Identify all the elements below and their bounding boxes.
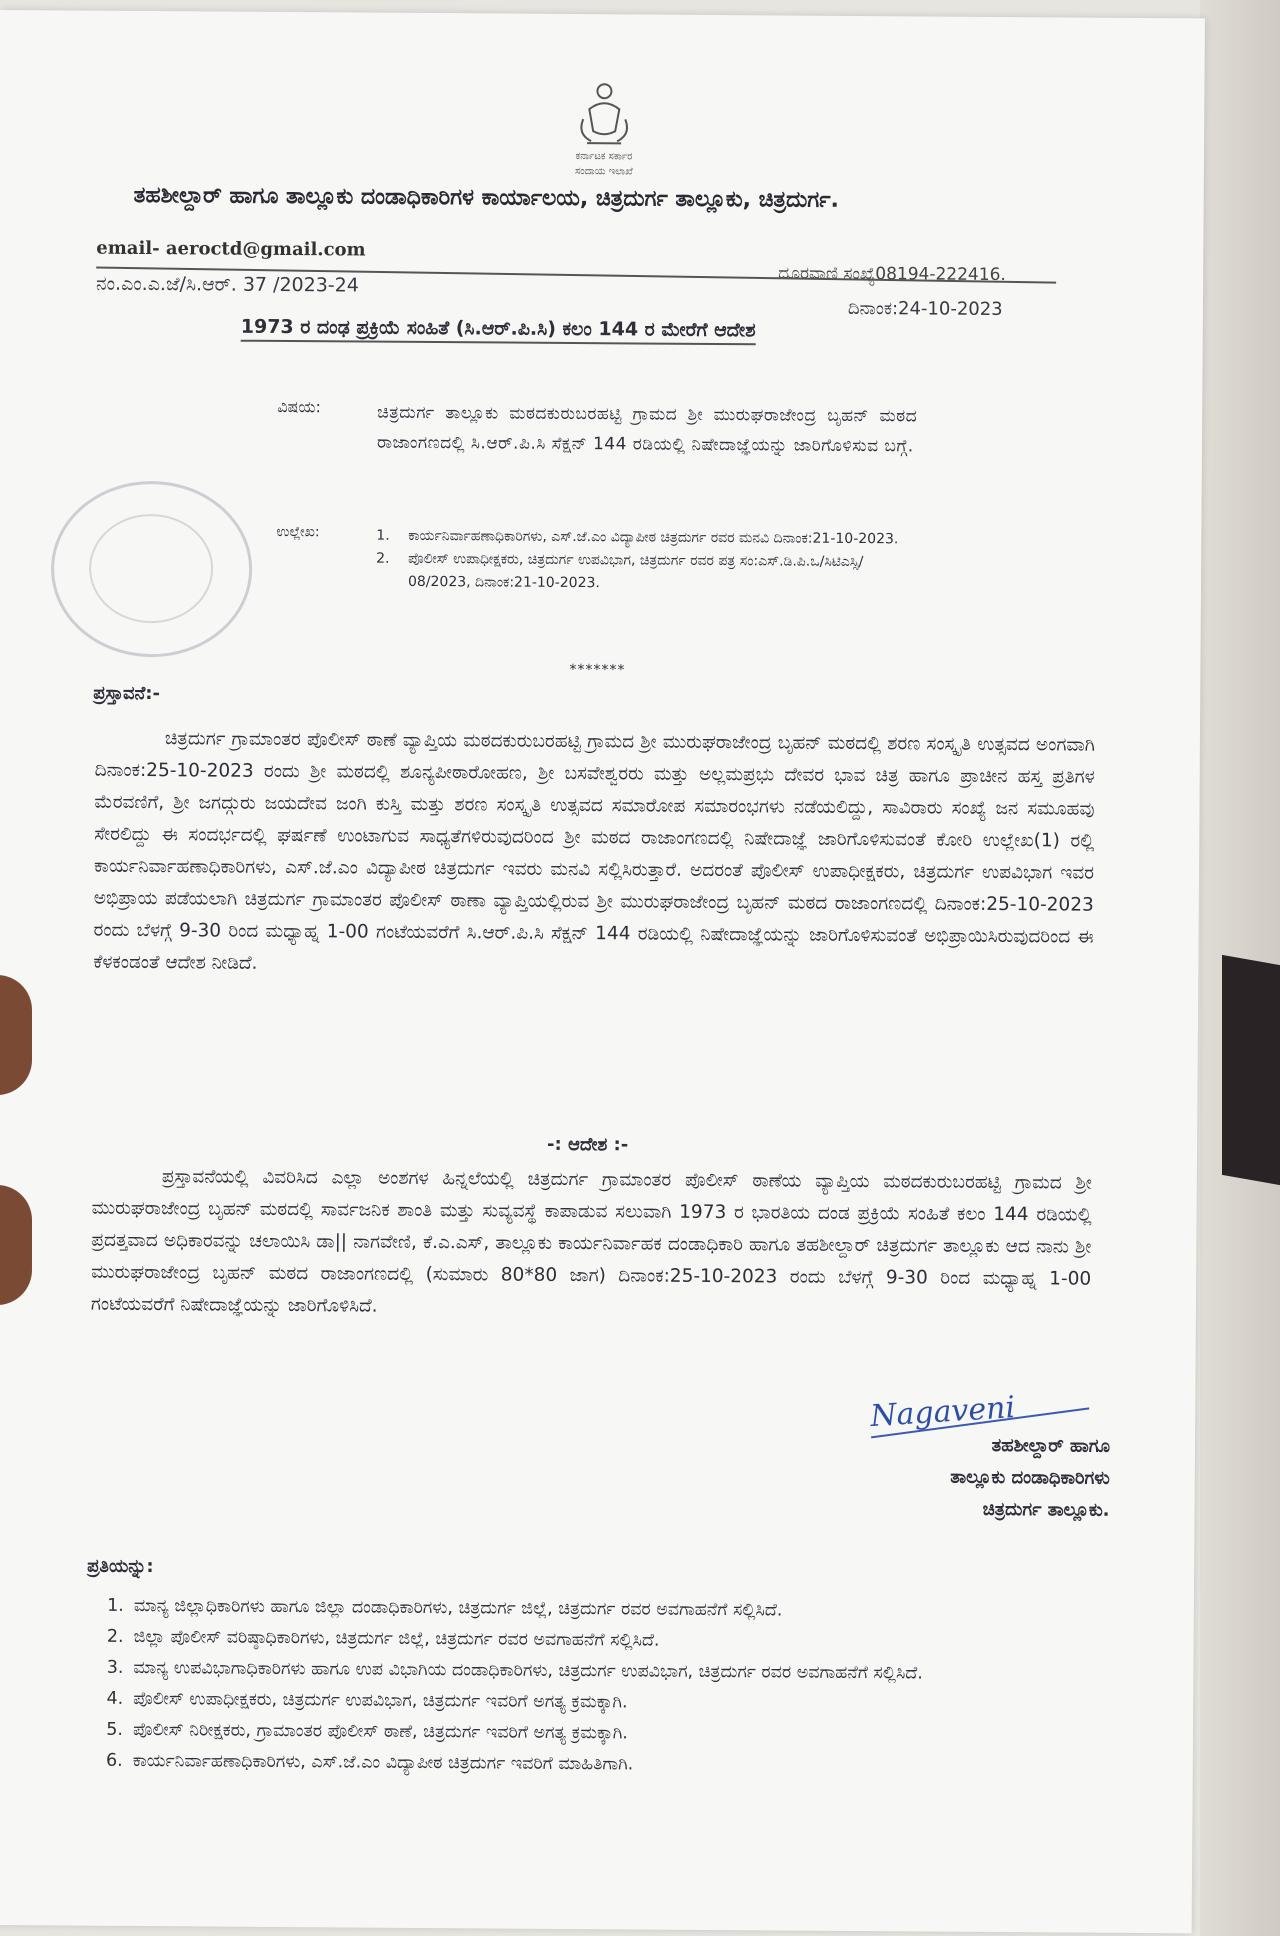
order-heading: 1973 ರ ದಂಢ ಪ್ರಕ್ರಿಯೆ ಸಂಹಿತೆ (ಸಿ.ಆರ್.ಪಿ.ಸಿ) ಕಲಂ 144 ರ ಮೇರೆಗೆ ಆದೇಶ <box>241 316 756 346</box>
copies-list <box>88 1591 1089 1784</box>
holding-finger <box>0 975 32 1095</box>
list-item: 6. ಕಾರ್ಯನಿರ್ವಾಹಣಾಧಿಕಾರಿಗಳು, ಎಸ್.ಜೆ.ಎಂ ವಿದ್ಯಾಪೀಠ ಚಿತ್ರದುರ್ಗ ಇವರಿಗೆ ಮಾಹಿತಿಗಾಗಿ. <box>106 1750 634 1775</box>
signature-mark: Nagaveni <box>869 1390 1017 1435</box>
department-name: ಸಂದಾಯ ಇಲಾಖೆ <box>574 166 633 178</box>
order-text: ಪ್ರಸ್ತಾವನೆಯಲ್ಲಿ ವಿವರಿಸಿದ ಎಲ್ಲಾ ಅಂಶಗಳ ಹಿನ್ನಲೆಯಲ್ಲಿ ಚಿತ್ರದುರ್ಗ ಗ್ರಾಮಾಂತರ ಪೊಲೀಸ್ ಠಾಣೆಯ ವ್ಯಾಪ್ತಿಯ ಮಠದಕುರುಬರಹಟ್ಟಿ ಗ್ರಾಮದ ಶ್ರೀ ಮುರುಘರಾಜೇಂದ್ರ ಬೃಹನ್ ಮಠದಲ್ಲಿ ಸಾರ್ವಜನಿಕ ಶಾಂತಿ ಮತ್ತು ಸುವ್ಯವಸ್ಥೆ ಕಾಪಾಡುವ ಸಲುವಾಗಿ 1973 ರ ಭಾರತಿಯ ದಂಡ ಪ್ರಕ್ರಿಯೆ ಸಂಹಿತೆ ಕಲಂ 144 ರಡಿಯಲ್ಲಿ ಪ್ರದತ್ತವಾದ ಅಧಿಕಾರವನ್ನು ಚಲಾಯಿಸಿ ಡಾ|| ನಾಗವೇಣಿ, ಕೆ.ಎ.ಎಸ್, ತಾಲ್ಲೂಕು ಕಾರ್ಯನಿರ್ವಾಹಕ ದಂಡಾಧಿಕಾರಿ ಹಾಗೂ ತಹಶೀಲ್ದಾರ್ ಚಿತ್ರದುರ್ಗ ತಾಲ್ಲೂಕು ಆದ ನಾನು ಶ್ರೀ ಮುರುಘರಾಜೇಂದ್ರ ಬೃಹನ್ ಮಠದ ರಾಜಾಂಗಣದಲ್ಲಿ (ಸುಮಾರು 80*80 ಜಾಗ) ದಿನಾಂಕ:25-10-2023 ರಂದು ಬೆಳಗ್ಗೆ 9-30 ರಿಂದ ಮಧ್ಯಾಹ್ನ 1-00 ಗಂಟೆಯವರೆಗೆ ನಿಷೇದಾಜ್ಞೆಯನ್ನು ಜಾರಿಗೊಳಿಸಿದೆ. <box>90 1166 1092 1317</box>
references-label: ಉಲ್ಲೇಖ: <box>276 523 320 541</box>
subject-text: ಚಿತ್ರದುರ್ಗ ತಾಲ್ಲೂಕು ಮಠದಕುರುಬರಹಟ್ಟಿ ಗ್ರಾಮದ ಶ್ರೀ ಮುರುಘರಾಜೇಂದ್ರ ಬೃಹನ್ ಮಠದ ರಾಜಾಂಗಣದಲ್ಲಿ ಸಿ.ಆರ್.ಪಿ.ಸಿ ಸೆಕ್ಷನ್ 144 ರಡಿಯಲ್ಲಿ ನಿಷೇದಾಜ್ಞೆಯನ್ನು ಜಾರಿಗೊಳಿಸುವ ಬಗ್ಗೆ. <box>376 402 918 457</box>
list-item: 2. ಪೊಲೀಸ್ ಉಪಾಧೀಕ್ಷಕರು, ಚಿತ್ರದುರ್ಗ ಉಪವಿಭಾಗ, ಚಿತ್ರದುರ್ಗ ರವರ ಪತ್ರ ಸಂ:ಎಸ್.ಡಿ.ಪಿ.ಒ/ಸಿಟಿಎಸ್ಸಿ/ 08/2023, ದಿನಾಂಕ:21-10-2023. <box>376 550 864 592</box>
list-item: 4. ಪೊಲೀಸ್ ಉಪಾಧೀಕ್ಷಕರು, ಚಿತ್ರದುರ್ಗ ಉಪವಿಭಾಗ, ಚಿತ್ರದುರ್ಗ ಇವರಿಗೆ ಅಗತ್ಯ ಕ್ರಮಕ್ಕಾಗಿ. <box>106 1688 628 1713</box>
holding-finger <box>0 1185 32 1305</box>
office-seal-stamp <box>50 480 252 657</box>
office-phone: ದೂರವಾಣಿ ಸಂಖ್ಯೆ08194-222416. <box>778 263 1006 286</box>
reference-number: ನಂ.ಎಂ.ಎ.ಜೆ/ಸಿ.ಆರ್. 37 /2023-24 <box>96 272 359 297</box>
signatory-designation: ತಾಲ್ಲೂಕು ದಂಡಾಧಿಕಾರಿಗಳು <box>950 1466 1110 1489</box>
office-email: email- aeroctd@gmail.com <box>96 237 366 261</box>
order-document <box>0 10 1205 1933</box>
signatory-taluk: ಚಿತ್ರದುರ್ಗ ತಾಲ್ಲೂಕು. <box>982 1498 1110 1521</box>
preamble-text: ಚಿತ್ರದುರ್ಗ ಗ್ರಾಮಾಂತರ ಪೊಲೀಸ್ ಠಾಣೆ ವ್ಯಾಪ್ತಿಯ ಮಠದಕುರುಬರಹಟ್ಟಿ ಗ್ರಾಮದ ಶ್ರೀ ಮುರುಘರಾಜೇಂದ್ರ ಬೃಹನ್ ಮಠದಲ್ಲಿ ಶರಣ ಸಂಸ್ಕೃತಿ ಉತ್ಸವದ ಅಂಗವಾಗಿ ದಿನಾಂಕ:25-10-2023 ರಂದು ಶ್ರೀ ಮಠದಲ್ಲಿ ಶೂನ್ಯಪೀಠಾರೋಹಣ, ಶ್ರೀ ಬಸವೇಶ್ವರರು ಮತ್ತು ಅಲ್ಲಮಪ್ರಭು ದೇವರ ಭಾವ ಚಿತ್ರ ಹಾಗೂ ಪ್ರಾಚೀನ ಹಸ್ತ ಪ್ರತಿಗಳ ಮೆರವಣಿಗೆ, ಶ್ರೀ ಜಗದ್ಗುರು ಜಯದೇವ ಜಂಗಿ ಕುಸ್ತಿ ಮತ್ತು ಶರಣ ಸಂಸ್ಕೃತಿ ಉತ್ಸವದ ಸಮಾರೋಪ ಸಮಾರಂಭಗಳು ನಡೆಯಲಿದ್ದು, ಸಾವಿರಾರು ಸಂಖ್ಯೆ ಜನ ಸಮೂಹವು ಸೇರಲಿದ್ದು ಈ ಸಂದರ್ಭದಲ್ಲಿ ಘರ್ಷಣೆ ಉಂಟಾಗುವ ಸಾಧ್ಯತೆಗಳಿರುವುದರಿಂದ ಶ್ರೀ ಮಠದ ರಾಜಾಂಗಣದಲ್ಲಿ ನಿಷೇದಾಜ್ಞೆ ಜಾರಿಗೊಳಿಸುವಂತೆ ಕೋರಿ ಉಲ್ಲೇಖ(1) ರಲ್ಲಿ ಕಾರ್ಯನಿರ್ವಾಹಣಾಧಿಕಾರಿಗಳು, ಎಸ್.ಜೆ.ಎಂ ವಿದ್ಯಾಪೀಠ ಚಿತ್ರದುರ್ಗ ಇವರು ಮನವಿ ಸಲ್ಲಿಸಿರುತ್ತಾರೆ. ಅದರಂತೆ ಪೊಲೀಸ್ ಉಪಾಧೀಕ್ಷಕರು, ಚಿತ್ರದುರ್ಗ ಉಪವಿಭಾಗ ಇವರ ಅಭಿಪ್ರಾಯ ಪಡೆಯಲಾಗಿ ಚಿತ್ರದುರ್ಗ ಗ್ರಾಮಾಂತರ ಪೊಲೀಸ್ ಠಾಣಾ ವ್ಯಾಪ್ತಿಯಲ್ಲಿರುವ ಶ್ರೀ ಮುರುಘರಾಜೇಂದ್ರ ಬೃಹನ್ ಮಠದ ರಾಜಾಂಗಣದಲ್ಲಿ ದಿನಾಂಕ:25-10-2023 ರಂದು ಬೆಳಗ್ಗೆ 9-30 ರಿಂದ ಮಧ್ಯಾಹ್ನ 1-00 ಗಂಟೆಯವರೆಗೆ ಸಿ.ಆರ್.ಪಿ.ಸಿ ಸೆಕ್ಷನ್ 144 ರಡಿಯಲ್ಲಿ ನಿಷೇದಾಜ್ಞೆಯನ್ನು ಜಾರಿಗೊಳಿಸುವಂತೆ ಅಭಿಪ್ರಾಯಿಸಿರುವುದರಿಂದ ಈ ಕೆಳಕಂಡಂತೆ ಆದೇಶ ನೀಡಿದೆ. <box>93 728 1095 974</box>
preamble-title: ಪ್ರಸ್ತಾವನೆ:- <box>93 682 161 705</box>
govt-name: ಕರ್ನಾಟಕ ಸರ್ಕಾರ <box>575 151 633 163</box>
order-title: -: ಆದೇಶ :- <box>547 1133 629 1156</box>
list-item: 5. ಪೊಲೀಸ್ ನಿರೀಕ್ಷಕರು, ಗ್ರಾಮಾಂತರ ಪೊಲೀಸ್ ಠಾಣೆ, ಚಿತ್ರದುರ್ಗ ಇವರಿಗೆ ಅಗತ್ಯ ಕ್ರಮಕ್ಕಾಗಿ. <box>106 1719 628 1744</box>
background-object <box>1222 955 1280 1185</box>
references-list <box>376 525 916 598</box>
signatory-title: ತಹಶೀಲ್ದಾರ್ ಹಾಗೂ <box>991 1434 1111 1457</box>
state-emblem-icon <box>569 79 639 149</box>
subject-label: ವಿಷಯ: <box>277 396 322 417</box>
order-date: ದಿನಾಂಕ:24-10-2023 <box>847 297 1003 321</box>
list-item: 1. ಕಾರ್ಯನಿರ್ವಾಹಣಾಧಿಕಾರಿಗಳು, ಎಸ್.ಜೆ.ಎಂ ವಿದ್ಯಾಪೀಠ ಚಿತ್ರದುರ್ಗ ರವರ ಮನವಿ ದಿನಾಂಕ:21-10-2023. <box>376 527 899 548</box>
copies-title: ಪ್ರತಿಯನ್ನು: <box>87 1555 154 1578</box>
list-item: 2. ಜಿಲ್ಲಾ ಪೊಲೀಸ್ ವರಿಷ್ಠಾಧಿಕಾರಿಗಳು, ಚಿತ್ರದುರ್ಗ ಜಿಲ್ಲೆ, ಚಿತ್ರದುರ್ಗ ರವರ ಅವಗಾಹನೆಗೆ ಸಲ್ಲಿಸಿದೆ. <box>106 1626 660 1651</box>
section-separator: ******* <box>569 661 626 679</box>
office-name: ತಹಶೀಲ್ದಾರ್ ಹಾಗೂ ತಾಲ್ಲೂಕು ದಂಡಾಧಿಕಾರಿಗಳ ಕಾರ್ಯಾಲಯ, ಚಿತ್ರದುರ್ಗ ತಾಲ್ಲೂಕು, ಚಿತ್ರದುರ್ಗ. <box>133 182 840 213</box>
list-item: 1. ಮಾನ್ಯ ಜಿಲ್ಲಾಧಿಕಾರಿಗಳು ಹಾಗೂ ಜಿಲ್ಲಾ ದಂಡಾಧಿಕಾರಿಗಳು, ಚಿತ್ರದುರ್ಗ ಜಿಲ್ಲೆ, ಚಿತ್ರದುರ್ಗ ರವರ ಅವಗಾಹನೆಗೆ ಸಲ್ಲಿಸಿದೆ. <box>107 1595 783 1621</box>
list-item: 3. ಮಾನ್ಯ ಉಪವಿಭಾಗಾಧಿಕಾರಿಗಳು ಹಾಗೂ ಉಪ ವಿಭಾಗಿಯ ದಂಡಾಧಿಕಾರಿಗಳು, ಚಿತ್ರದುರ್ಗ ಉಪವಿಭಾಗ, ಚಿತ್ರದುರ್ಗ ರವರ ಅವಗಾಹನೆಗೆ ಸಲ್ಲಿಸಿದೆ. <box>106 1657 923 1684</box>
